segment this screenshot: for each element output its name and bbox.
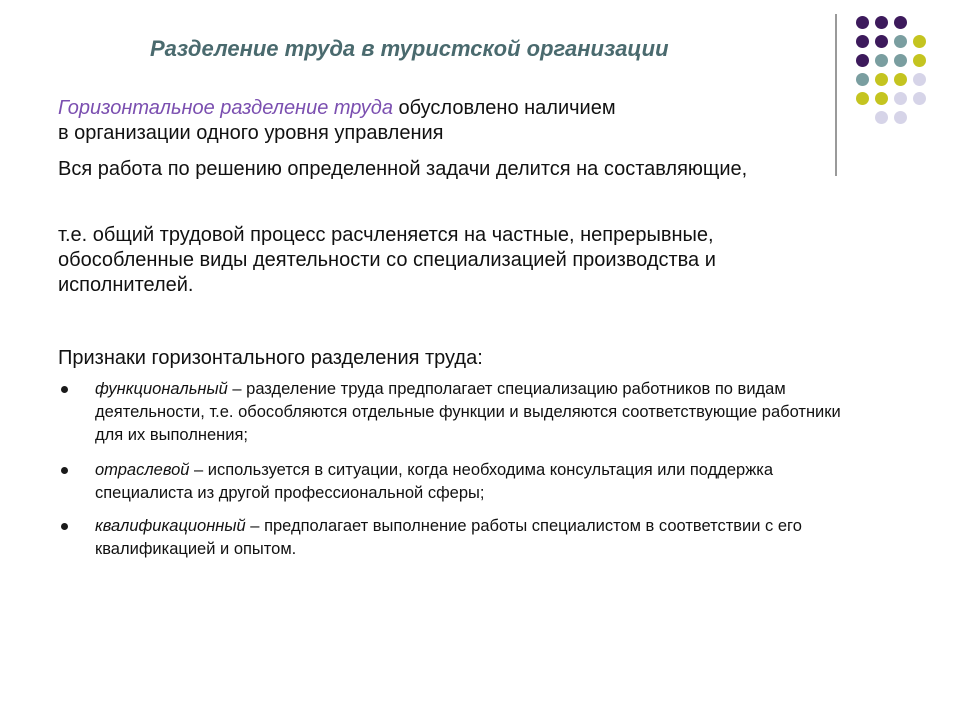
- bullet-icon: [61, 467, 68, 474]
- decorative-dot: [875, 54, 888, 67]
- features-list: [60, 378, 850, 561]
- paragraph-1: Вся работа по решению определенной задачи делится на составляющие,: [58, 158, 748, 180]
- decorative-dot: [875, 16, 888, 29]
- list-item: [60, 515, 850, 561]
- decorative-dot: [894, 73, 907, 86]
- decorative-dot: [875, 73, 888, 86]
- decorative-dot: [856, 92, 869, 105]
- decorative-dot: [894, 35, 907, 48]
- decorative-dot: [894, 16, 907, 29]
- decorative-dot: [875, 92, 888, 105]
- decorative-dot: [856, 73, 869, 86]
- decorative-dot: [894, 54, 907, 67]
- decorative-dot: [875, 35, 888, 48]
- decorative-dot: [856, 35, 869, 48]
- list-item: [60, 378, 850, 447]
- feature-term: квалификационный: [95, 517, 246, 535]
- intro-paragraph: [58, 96, 848, 146]
- decorative-dot: [913, 73, 926, 86]
- bullet-icon: [61, 386, 68, 393]
- decorative-dot: [856, 16, 869, 29]
- intro-rest: обусловлено наличием: [392, 97, 616, 119]
- paragraph-2: т.е. общий трудовой процесс расчленяется на частные, непрерывные, обособленные виды деятельности со специализацией производства и исполнителей.: [58, 224, 716, 296]
- feature-text: – разделение труда предполагает специализацию работников по видам деятельности, т.е. обособляются отдельные функции и выделяются соответствующие работники для их выполнения;: [95, 380, 841, 444]
- features-heading: Признаки горизонтального разделения труда:: [58, 347, 483, 369]
- decorative-dot: [894, 92, 907, 105]
- decorative-dot: [875, 111, 888, 124]
- slide-title: Разделение труда в туристской организации: [150, 36, 669, 61]
- decorative-dot: [913, 35, 926, 48]
- intro-line-2: в организации одного уровня управления: [58, 122, 444, 144]
- feature-term: отраслевой: [95, 461, 190, 479]
- list-item: [60, 459, 850, 505]
- decorative-dot: [913, 54, 926, 67]
- feature-text: – предполагает выполнение работы специалистом в соответствии с его квалификацией и опытом.: [95, 517, 802, 558]
- feature-term: функциональный: [95, 380, 228, 398]
- decorative-dot: [894, 111, 907, 124]
- decorative-dot: [913, 92, 926, 105]
- bullet-icon: [61, 523, 68, 530]
- feature-text: – используется в ситуации, когда необходима консультация или поддержка специалиста из другой профессиональной сферы;: [95, 461, 774, 502]
- decorative-dot: [856, 54, 869, 67]
- intro-highlight: Горизонтальное разделение труда: [58, 97, 393, 119]
